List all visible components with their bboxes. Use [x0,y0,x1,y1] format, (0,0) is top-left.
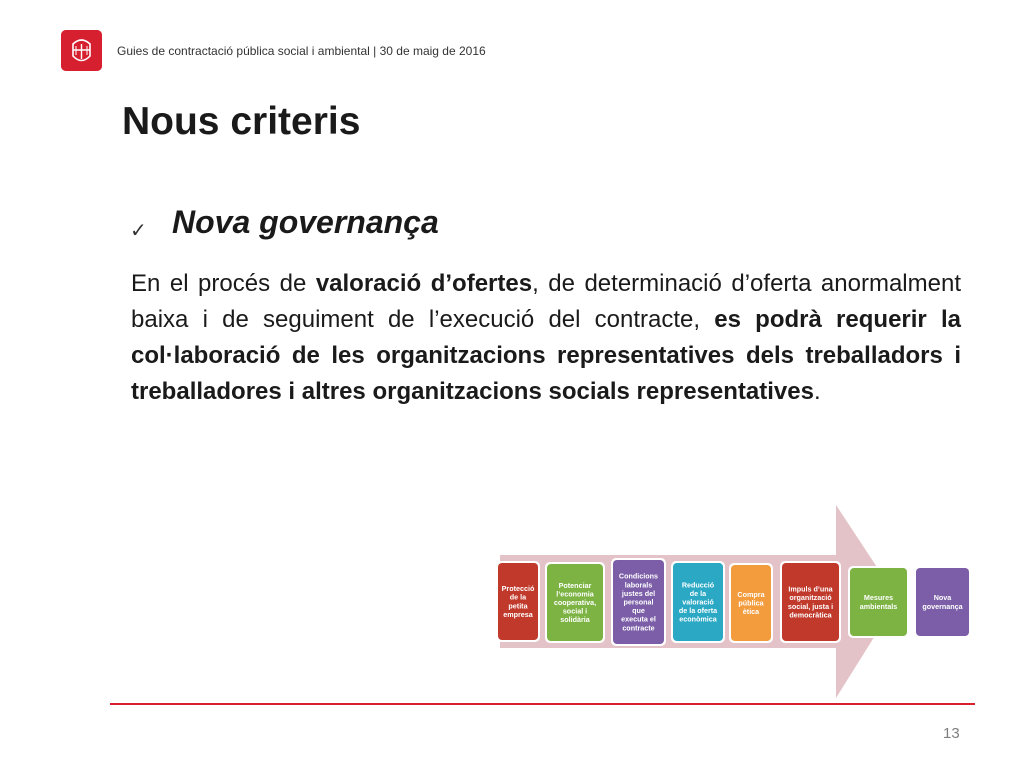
page-number: 13 [943,725,960,742]
paragraph-bold-1: valoració d’ofertes [315,270,533,297]
diagram-box-label: executa el [621,614,656,624]
diagram-box-label: Mesures [863,593,894,603]
diagram-box-6 [780,561,841,643]
diagram-box-label: petita [508,601,528,611]
diagram-box-5 [729,563,773,643]
paragraph-text-3: . [813,378,821,405]
diagram-box-label: laborals [624,580,653,590]
page-title: Nous criteris [122,100,361,143]
diagram-box-label: democràtica [789,610,832,620]
diagram-box-label: organització [789,593,832,603]
diagram-box-label: solidària [560,615,590,625]
body-paragraph [131,266,961,410]
diagram-box-label: Condicions [618,571,659,581]
diagram-box-label: empresa [503,609,533,619]
diagram-box-label: que [632,606,645,616]
ajuntament-logo [61,30,102,71]
header-caption: Guies de contractació pública social i ambiental | 30 de maig de 2016 [117,44,486,58]
diagram-box-2 [545,562,605,643]
diagram-box-label: Compra [737,589,765,599]
diagram-box-4 [671,561,725,643]
paragraph-text-2: , de determinació d’oferta anormalment baixa i de seguiment de l’execució del contracte, [131,270,961,333]
diagram-box-label: Nova [933,593,952,603]
diagram-box-label: social i [562,606,588,616]
diagram-box-7 [848,566,909,638]
diagram-boxes [496,558,971,646]
paragraph-bold-2: es podrà requerir la col·laboració de les organitzacions representatives dels treballadors i treballadores i altres organitzacions socials representatives [131,306,961,405]
diagram-box-label: econòmica [679,614,717,624]
diagram-box-1 [496,561,540,642]
diagram-box-label: social, justa i [787,601,834,611]
diagram-box-label: pública [738,598,764,608]
diagram-box-3 [611,558,666,646]
section-subtitle: Nova governança [172,204,439,240]
diagram-box-label: Potenciar [558,580,592,590]
diagram-box-label: Impuls d’una [788,584,833,594]
diagram-box-label: contracte [622,623,655,633]
diagram-box-label: l’economia [556,589,594,599]
check-icon: ✓ [130,218,147,242]
footer-divider [110,703,975,705]
diagram-box-label: cooperativa, [553,598,597,607]
diagram-box-label: ambientals [859,601,898,611]
process-diagram [480,500,980,700]
diagram-box-8 [914,566,971,638]
diagram-box-label: ètica [742,607,760,617]
diagram-box-label: valoració [682,597,714,607]
diagram-box-label: Protecció [501,584,535,594]
diagram-box-label: de la [509,592,527,602]
diagram-box-label: de la [689,588,707,598]
diagram-box-label: governança [922,601,963,611]
diagram-box-label: de la oferta [678,606,718,616]
diagram-box-label: personal [623,597,654,607]
diagram-box-label: Reducció [681,580,715,590]
diagram-box-label: justes del [621,588,656,598]
paragraph-text-1: En el procés de [131,270,316,297]
